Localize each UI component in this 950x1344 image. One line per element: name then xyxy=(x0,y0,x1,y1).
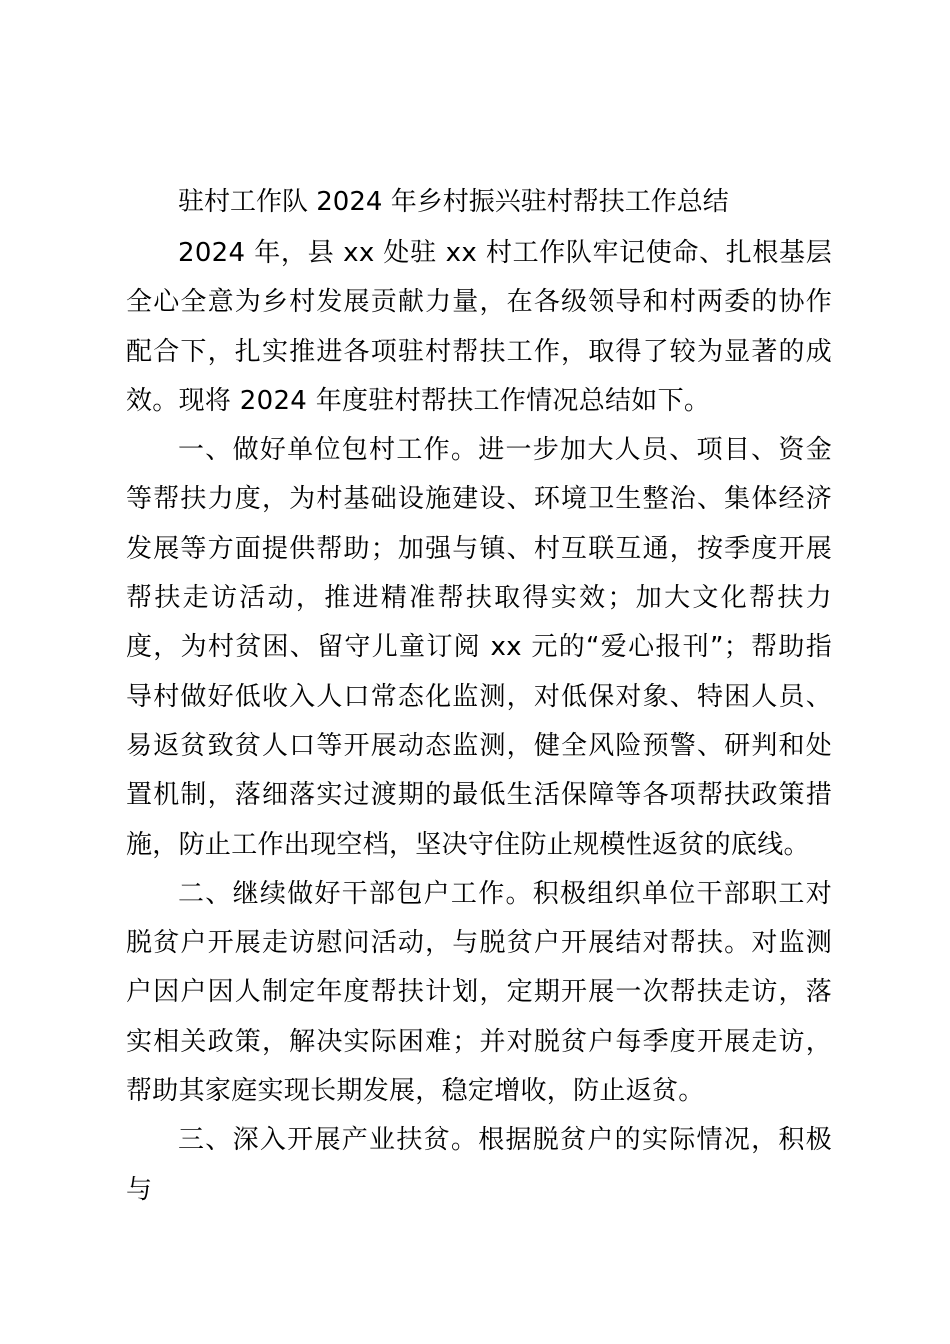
paragraph-section-2: 二、继续做好干部包户工作。积极组织单位干部职工对脱贫户开展走访慰问活动，与脱贫户开展结对帮扶。对监测户因户因人制定年度帮扶计划，定期开展一次帮扶走访，落实相关政策，解决实际困难；并对脱贫户每季度开展走访，帮助其家庭实现长期发展，稳定增收，防止返贫。 xyxy=(126,878,832,1107)
document-body xyxy=(126,182,832,1215)
paragraph-section-3: 三、深入开展产业扶贫。根据脱贫户的实际情况，积极与 xyxy=(126,1125,832,1205)
document-title: 驻村工作队 2024 年乡村振兴驻村帮扶工作总结 xyxy=(178,187,729,217)
paragraph-intro: 2024 年，县 xx 处驻 xx 村工作队牢记使命、扎根基层全心全意为乡村发展贡献力量，在各级领导和村两委的协作配合下，扎实推进各项驻村帮扶工作，取得了较为显著的成效。现将 2024 年度驻村帮扶工作情况总结如下。 xyxy=(126,238,832,416)
paragraph-section-1: 一、做好单位包村工作。进一步加大人员、项目、资金等帮扶力度，为村基础设施建设、环境卫生整治、集体经济发展等方面提供帮助；加强与镇、村互联互通，按季度开展帮扶走访活动，推进精准帮扶取得实效；加大文化帮扶力度，为村贫困、留守儿童订阅 xx 元的“爱心报刊”；帮助指导村做好低收入人口常态化监测，对低保对象、特困人员、易返贫致贫人口等开展动态监测，健全风险预警、研判和处置机制，落细落实过渡期的最低生活保障等各项帮扶政策措施，防止工作出现空档，坚决守住防止规模性返贫的底线。 xyxy=(126,435,832,860)
